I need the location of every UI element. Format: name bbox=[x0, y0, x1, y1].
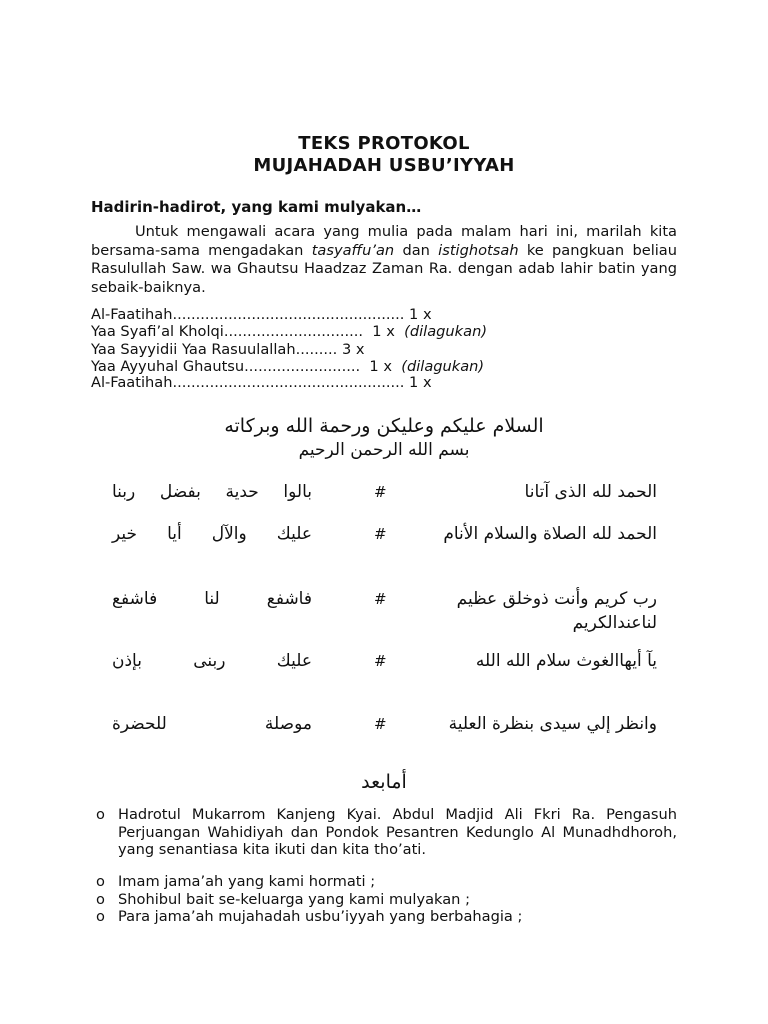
verse-left: عليك ربنى بإذن bbox=[112, 651, 312, 671]
intro-text-3: ke pangkuan beliau Rasulullah Saw. wa Ghautsu Haadzaz Zaman Ra. dengan adab lahir batin yang sebaik-baiknya. bbox=[91, 241, 677, 296]
salutation-text: Shohibul bait se-keluarga yang kami mulyakan ; bbox=[118, 891, 470, 908]
arabic-salam: السلام عليكم وعليكن ورحمة الله وبركاته bbox=[224, 415, 544, 437]
verse-separator: # bbox=[374, 590, 387, 608]
intro-emphasis-2: istighotsah bbox=[438, 241, 519, 259]
salutation-item bbox=[96, 873, 677, 891]
reading-note: (dilagukan) bbox=[401, 358, 485, 375]
verse-separator: # bbox=[374, 652, 387, 670]
verse-left: بالوا حدية بفضل ربنا bbox=[112, 482, 312, 502]
arabic-bismillah: بسم الله الرحمن الرحيم bbox=[298, 440, 470, 460]
intro-text-2: dan bbox=[394, 241, 439, 259]
greeting: Hadirin-hadirot, yang kami mulyakan… bbox=[91, 198, 422, 216]
reading-item bbox=[91, 323, 487, 341]
verse-left: موصلة للحضرة bbox=[112, 714, 312, 734]
verse-separator: # bbox=[374, 483, 387, 501]
reading-text: Al-Faatihah.................................................. 1 x bbox=[91, 306, 432, 323]
reading-text: Yaa Ayyuhal Ghautsu......................... 1 x bbox=[91, 358, 402, 375]
salutation-item bbox=[96, 908, 677, 926]
verse-left: عليك والآل أيا خير bbox=[112, 524, 312, 544]
intro-paragraph bbox=[91, 223, 677, 297]
verse-right: الحمد لله الصلاة والسلام الأنام bbox=[443, 524, 657, 544]
reading-text: Al-Faatihah.................................................. 1 x bbox=[91, 374, 432, 391]
salutation-item bbox=[96, 806, 677, 859]
salutation-text: Imam jama’ah yang kami hormati ; bbox=[118, 873, 376, 890]
verse-separator: # bbox=[374, 525, 387, 543]
reading-note: (dilagukan) bbox=[404, 323, 488, 340]
verse-separator: # bbox=[374, 715, 387, 733]
reading-item bbox=[91, 341, 365, 359]
intro-text-1: Untuk mengawali acara yang mulia pada malam hari ini, marilah kita bersama-sama mengadakan bbox=[91, 223, 677, 259]
intro-emphasis-1: tasyaffu’an bbox=[311, 241, 395, 259]
verse-right: رب كريم وأنت ذوخلق عظيم لناعندالكريم bbox=[456, 589, 657, 633]
reading-item bbox=[91, 306, 432, 324]
salutation-text: Hadrotul Mukarrom Kanjeng Kyai. Abdul Madjid Ali Fkri Ra. Pengasuh Perjuangan Wahidiyah dan Pondok Pesantren Kedunglo Al Munadhdhoroh, yang senantiasa kita ikuti dan kita tho’ati. bbox=[118, 806, 677, 858]
document-subtitle: MUJAHADAH USBU’IYYAH bbox=[253, 155, 515, 176]
bullet-icon: o bbox=[96, 908, 105, 925]
verse-right: وانظر إلي سيدى بنظرة العلية bbox=[448, 714, 657, 734]
arabic-amma-badu: أمابعد bbox=[361, 771, 407, 793]
verse-right: يآ أيهاالغوث سلام الله الله bbox=[475, 651, 657, 671]
verse-right: الحمد لله الذى آتانا bbox=[524, 482, 657, 502]
salutation-item bbox=[96, 891, 677, 909]
reading-item bbox=[91, 374, 432, 392]
document-title: TEKS PROTOKOL bbox=[298, 133, 470, 154]
verse-left: فاشفع لنا فاشفع bbox=[112, 589, 312, 609]
bullet-icon: o bbox=[96, 891, 105, 908]
bullet-icon: o bbox=[96, 806, 105, 823]
salutation-text: Para jama’ah mujahadah usbu’iyyah yang berbahagia ; bbox=[118, 908, 523, 925]
reading-text: Yaa Syafi’al Kholqi.............................. 1 x bbox=[91, 323, 405, 340]
reading-text: Yaa Sayyidii Yaa Rasuulallah......... 3 x bbox=[91, 341, 365, 358]
bullet-icon: o bbox=[96, 873, 105, 890]
